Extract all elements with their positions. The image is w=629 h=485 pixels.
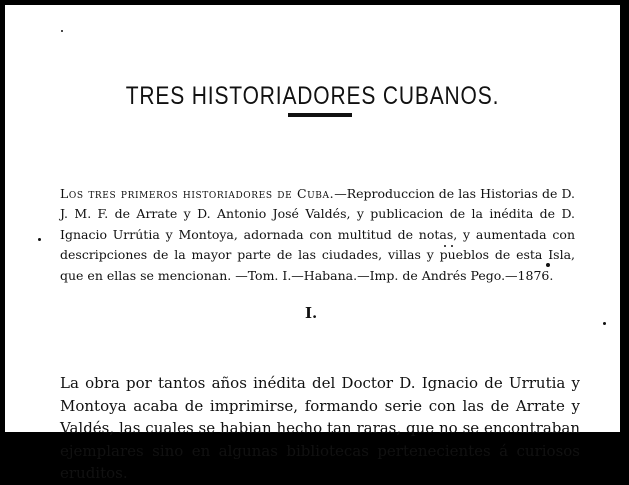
citation-text: —Reproduccion de las Historias de D. J. M. F. de Arrate y D. Antonio José Valdés, y publicacion de la inédita de D. Ignacio Urrútia y Montoya, adornada con multitud de notas, y aumentada con descripciones de la mayor parte de las ciudades, villas y pueblos de esta Isla, que en ellas se mencionan. —Tom. I.—Habana.—Imp. de Andrés Pego.—1876. <box>60 185 575 283</box>
citation-lead: Los tres primeros historiadores de Cuba. <box>60 185 335 201</box>
body-paragraph: La obra por tantos años inédita del Doctor D. Ignacio de Urrutia y Montoya acaba de imprimirse, formando serie con las de Arrate y Valdés, las cuales se habian hecho tan raras, que no se encontraban ejemplares sino en algunas bibliotecas pertenecientes á curiosos eruditos. <box>60 374 580 482</box>
print-speck <box>451 245 453 247</box>
document-page <box>5 5 620 482</box>
print-speck <box>61 30 63 32</box>
title-divider <box>288 113 352 117</box>
print-speck <box>444 245 446 247</box>
book-citation <box>60 184 575 287</box>
section-numeral: I. <box>305 304 318 322</box>
page-title: TRES HISTORIADORES CUBANOS. <box>125 81 500 110</box>
print-speck <box>546 263 550 267</box>
print-speck <box>38 238 41 241</box>
print-speck <box>603 322 606 325</box>
